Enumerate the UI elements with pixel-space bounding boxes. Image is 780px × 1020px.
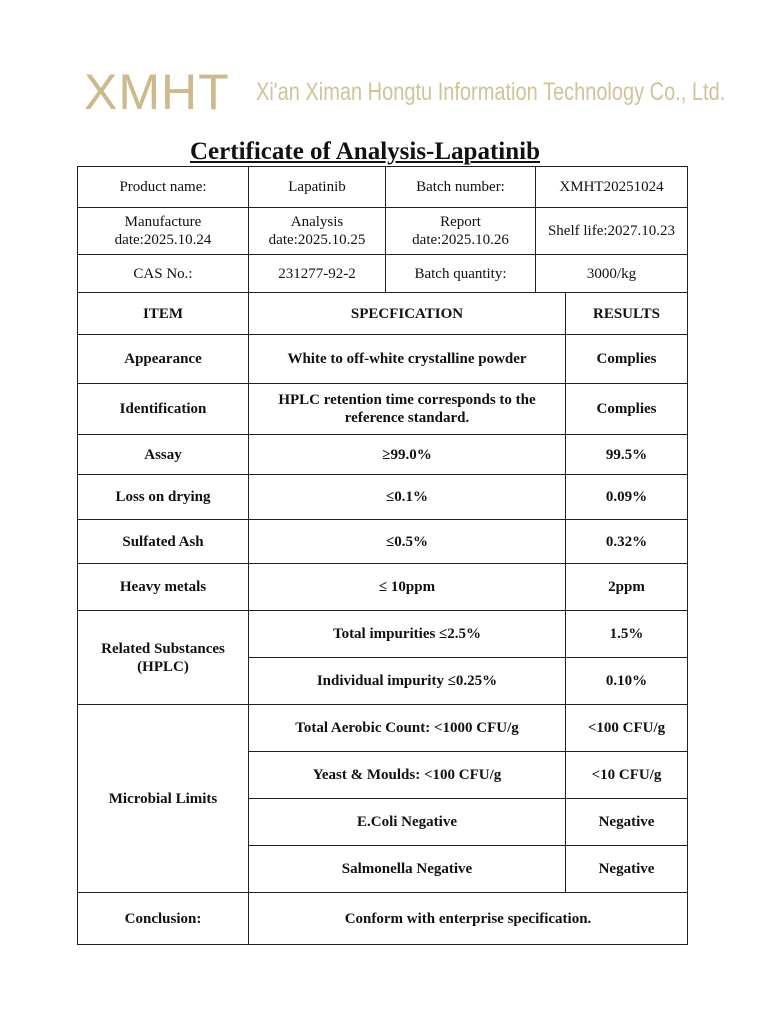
salmonella-spec: Salmonella Negative [249,846,566,893]
product-name-label: Product name: [78,167,249,208]
document-title-text: Certificate of Analysis-Lapatinib [190,138,540,165]
sulfated-ash-result: 0.32% [566,520,687,564]
shelf-life: Shelf life:2027.10.23 [536,208,687,255]
analysis-date-label: Analysis [290,214,344,230]
assay-spec: ≥99.0% [249,435,566,475]
yeast-moulds-result: <10 CFU/g [566,752,687,799]
total-impurities-spec: Total impurities ≤2.5% [249,611,566,658]
sulfated-ash-spec: ≤0.5% [249,520,566,564]
appearance-result: Complies [566,335,687,384]
analysis-table [77,166,688,945]
report-date-label: Report [440,214,481,230]
related-substances-method: (HPLC) [137,658,189,675]
total-impurities-result: 1.5% [566,611,687,658]
assay-result: 99.5% [566,435,687,475]
column-header-specification: SPECFICATION [249,293,566,335]
salmonella-result: Negative [566,846,687,893]
assay-item: Assay [78,435,249,475]
batch-number-label: Batch number: [386,167,536,208]
loss-on-drying-spec: ≤0.1% [249,475,566,520]
manufacture-date [78,208,249,255]
conclusion-text: Conform with enterprise specification. [344,910,592,927]
report-date [386,208,536,255]
batch-quantity-value: 3000/kg [536,255,687,293]
aerobic-count-result: <100 CFU/g [566,705,687,752]
identification-result: Complies [566,384,687,435]
loss-on-drying-item: Loss on drying [78,475,249,520]
batch-number-value: XMHT20251024 [536,167,687,208]
ecoli-result: Negative [566,799,687,846]
heavy-metals-result: 2ppm [566,564,687,611]
microbial-limits-item: Microbial Limits [78,705,249,893]
aerobic-count-spec: Total Aerobic Count: <1000 CFU/g [249,705,566,752]
analysis-date-value: date:2025.10.25 [268,232,366,248]
analysis-date [249,208,386,255]
appearance-item: Appearance [78,335,249,384]
related-substances-label: Related Substances [101,640,225,657]
heavy-metals-item: Heavy metals [78,564,249,611]
appearance-spec: White to off-white crystalline powder [249,335,566,384]
yeast-moulds-spec: Yeast & Moulds: <100 CFU/g [249,752,566,799]
column-header-results: RESULTS [566,293,687,335]
batch-quantity-label: Batch quantity: [386,255,536,293]
ecoli-spec: E.Coli Negative [249,799,566,846]
letterhead [84,64,726,120]
individual-impurity-result: 0.10% [566,658,687,705]
identification-spec: HPLC retention time corresponds to the reference standard. [249,384,566,435]
product-name-value: Lapatinib [249,167,386,208]
column-header-item: ITEM [78,293,249,335]
manufacture-date-value: date:2025.10.24 [114,232,212,248]
company-name: Xi'an Ximan Hongtu Information Technology Co., Ltd. [256,78,726,106]
cas-label: CAS No.: [78,255,249,293]
conclusion-label: Conclusion: [78,893,249,944]
manufacture-date-label: Manufacture [124,214,202,230]
cas-value: 231277-92-2 [249,255,386,293]
report-date-value: date:2025.10.26 [412,232,509,248]
identification-item: Identification [78,384,249,435]
document-title [0,137,730,167]
sulfated-ash-item: Sulfated Ash [78,520,249,564]
heavy-metals-spec: ≤ 10ppm [249,564,566,611]
loss-on-drying-result: 0.09% [566,475,687,520]
individual-impurity-spec: Individual impurity ≤0.25% [249,658,566,705]
company-logo: XMHT [84,64,230,120]
related-substances-item [78,611,249,705]
